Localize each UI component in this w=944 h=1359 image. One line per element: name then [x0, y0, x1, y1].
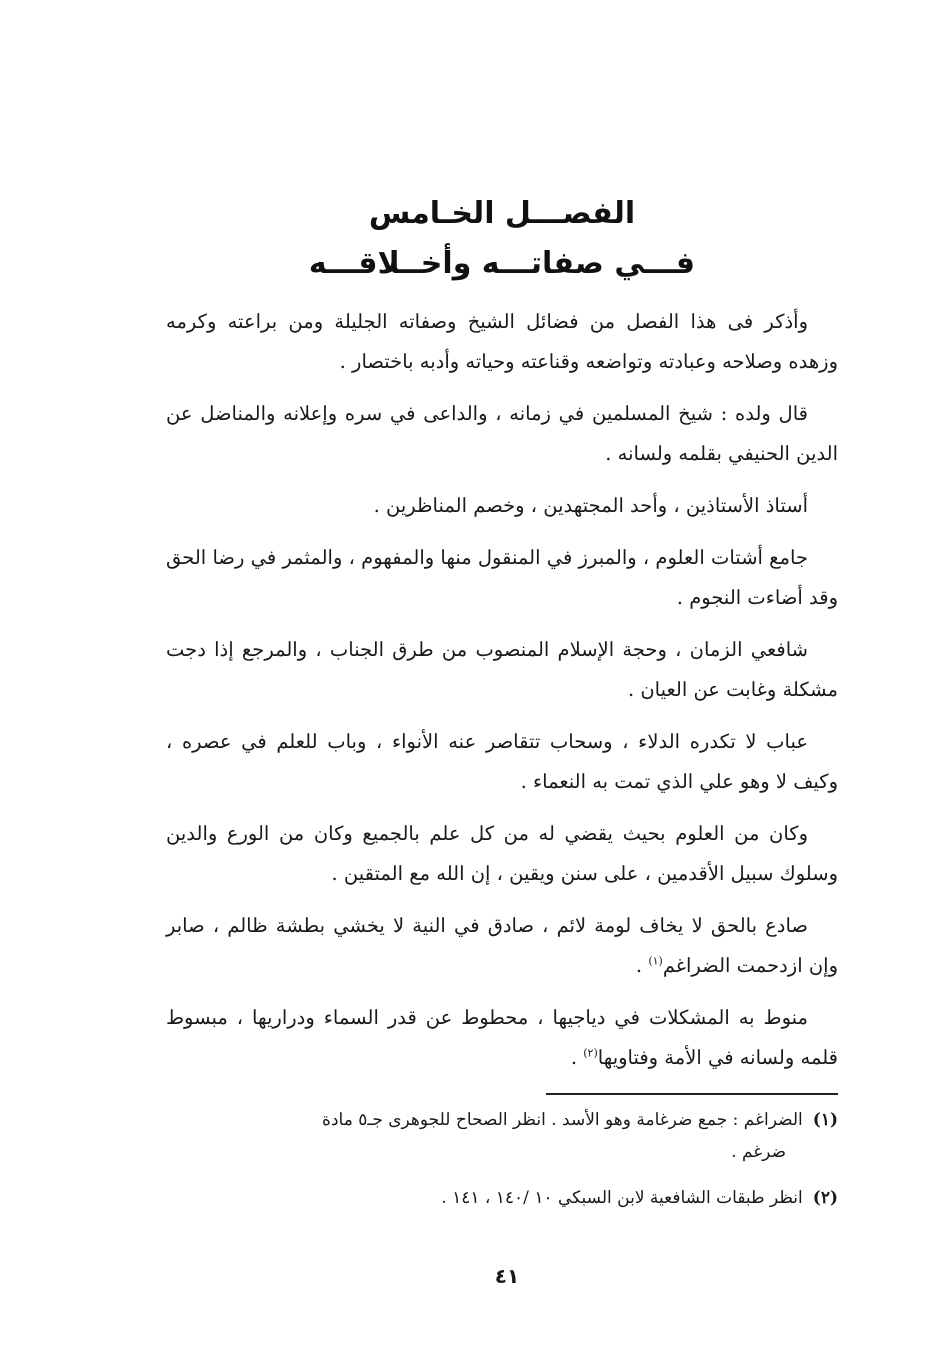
paragraph	[166, 998, 838, 1078]
paragraph	[166, 302, 838, 382]
paragraph-end: .	[635, 954, 649, 977]
footnote-number: (٢)	[812, 1188, 838, 1208]
body-text	[166, 302, 838, 1090]
paragraph-text: منوط به المشكلات في دياجيها ، محطوط عن قدر السماء ودراريها ، مبسوط قلمه ولسانه في الأمة وفتاويها	[166, 1006, 838, 1069]
paragraph-text: أستاذ الأستاذين ، وأحد المجتهدين ، وخصم المناظرين .	[373, 494, 808, 517]
chapter-subtitle: فـــي صفاتـــه وأخــلاقـــه	[308, 246, 696, 281]
paragraph	[166, 722, 838, 802]
paragraph-text: شافعي الزمان ، وحجة الإسلام المنصوب من طرق الجناب ، والمرجع إذا دجت مشكلة وغابت عن العيان .	[166, 638, 838, 701]
paragraph-end: .	[570, 1046, 584, 1069]
paragraph-text: صادع بالحق لا يخاف لومة لائم ، صادق في النية لا يخشي بطشة ظالم ، صابر وإن ازدحمت الضراغم	[166, 914, 838, 977]
footnotes	[158, 1104, 838, 1228]
footnote	[158, 1104, 838, 1168]
page-number: ٤١	[494, 1264, 520, 1288]
paragraph	[166, 486, 838, 526]
footnote-reference[interactable]: (٢)	[583, 1046, 598, 1060]
footnote-continuation: ضرغم .	[731, 1142, 786, 1162]
paragraph-text: وكان من العلوم بحيث يقضي له من كل علم بالجميع وكان من الورع والدين وسلوك سبيل الأقدمين ، على سنن ويقين ، إن الله مع المتقين .	[166, 822, 838, 885]
paragraph	[166, 630, 838, 710]
chapter-title: الفصـــل الخـامس	[368, 196, 636, 231]
paragraph-text: جامع أشتات العلوم ، والمبرز في المنقول منها والمفهوم ، والمثمر في رضا الحق وقد أضاءت النجوم .	[166, 546, 838, 609]
paragraph-text: قال ولده : شيخ المسلمين في زمانه ، والداعى في سره وإعلانه والمناضل عن الدين الحنيفي بقلمه ولسانه .	[166, 402, 838, 465]
footnote-reference[interactable]: (١)	[648, 954, 663, 968]
paragraph-text: وأذكر فى هذا الفصل من فضائل الشيخ وصفاته الجليلة ومن براعته وكرمه وزهده وصلاحه وعبادته وتواضعه وقناعته وحياته وأدبه باختصار .	[166, 310, 838, 373]
footnote	[158, 1182, 838, 1214]
paragraph	[166, 814, 838, 894]
paragraph	[166, 394, 838, 474]
chapter-heading	[0, 190, 944, 290]
paragraph-text: عباب لا تكدره الدلاء ، وسحاب تتقاصر عنه الأنواء ، وباب للعلم في عصره ، وكيف لا وهو علي الذي تمت به النعماء .	[166, 730, 838, 793]
footnote-separator	[546, 1093, 838, 1095]
footnote-text: الضراغم : جمع ضرغامة وهو الأسد . انظر الصحاح للجوهرى جـ٥ مادة	[322, 1110, 803, 1130]
footnote-number: (١)	[812, 1110, 838, 1130]
paragraph	[166, 538, 838, 618]
footnote-text: انظر طبقات الشافعية لابن السبكي ١٠ /١٤٠ ، ١٤١ .	[441, 1188, 803, 1208]
paragraph	[166, 906, 838, 986]
